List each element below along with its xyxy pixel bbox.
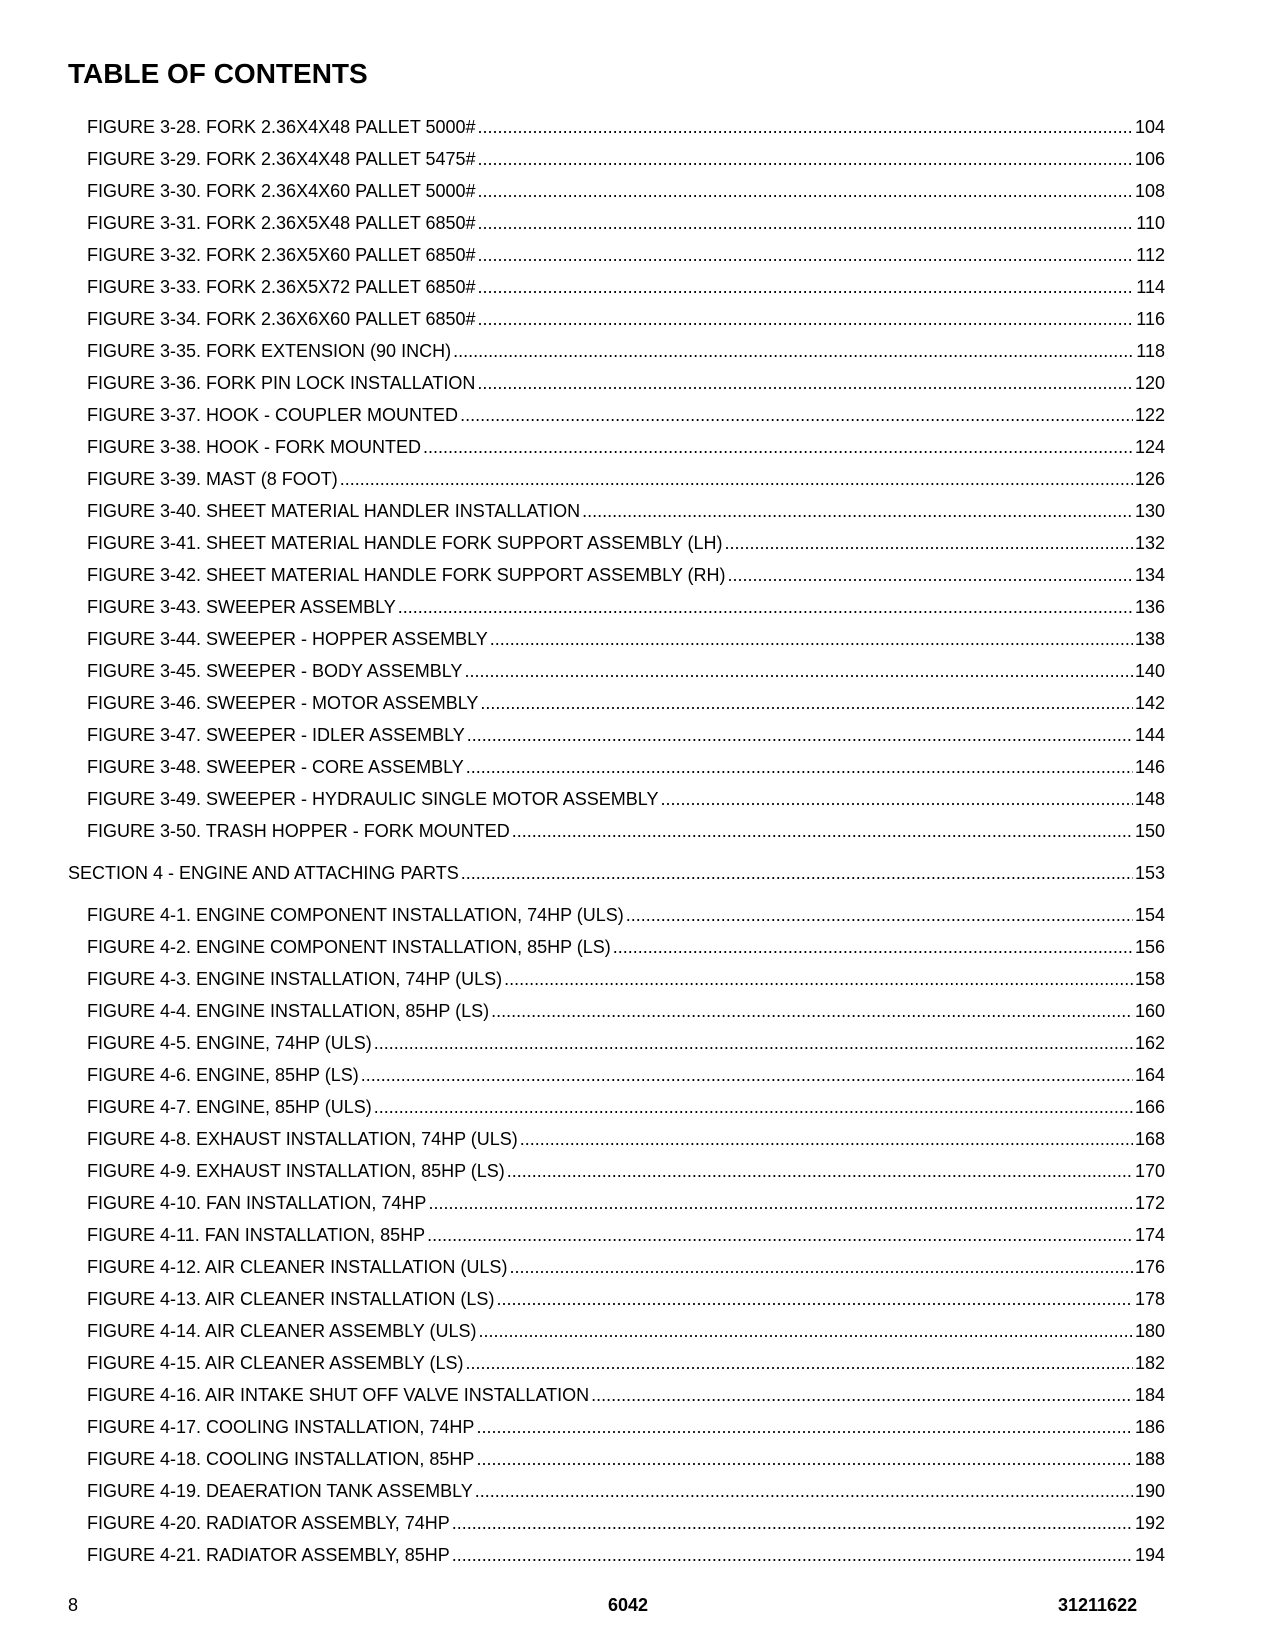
toc-entry-page-number: 104	[1134, 117, 1165, 137]
dot-leader	[496, 1283, 1133, 1315]
dot-leader	[423, 431, 1133, 463]
toc-entry-page-number: 124	[1134, 437, 1165, 457]
toc-figure-entry[interactable]	[0, 1251, 1165, 1283]
dot-leader	[660, 783, 1132, 815]
toc-entry-label: FIGURE 4-14. AIR CLEANER ASSEMBLY (ULS)	[87, 1321, 477, 1341]
dot-leader	[461, 857, 1133, 889]
dot-leader	[452, 1539, 1133, 1571]
dot-leader	[582, 495, 1133, 527]
toc-entry-page-number: 148	[1134, 789, 1165, 809]
toc-entry-page-number: 112	[1136, 245, 1165, 265]
toc-figure-entry[interactable]	[0, 1059, 1165, 1091]
toc-figure-entry[interactable]	[0, 719, 1165, 751]
toc-entry-label: FIGURE 3-43. SWEEPER ASSEMBLY	[87, 597, 396, 617]
toc-figure-entry[interactable]	[0, 687, 1165, 719]
toc-figure-entry[interactable]	[0, 623, 1165, 655]
dot-leader	[476, 1443, 1133, 1475]
toc-figure-entry[interactable]	[0, 1315, 1165, 1347]
table-of-contents	[0, 111, 1275, 1571]
toc-figure-entry[interactable]	[0, 111, 1165, 143]
toc-entry-label: FIGURE 3-41. SHEET MATERIAL HANDLE FORK SUPPORT ASSEMBLY (LH)	[87, 533, 723, 553]
toc-entry-page-number: 178	[1134, 1289, 1165, 1309]
toc-figure-entry[interactable]	[0, 1475, 1165, 1507]
dot-leader	[476, 1411, 1133, 1443]
dot-leader	[520, 1123, 1133, 1155]
toc-entry-label: FIGURE 4-4. ENGINE INSTALLATION, 85HP (LS)	[87, 1001, 490, 1021]
dot-leader	[478, 175, 1133, 207]
toc-entry-page-number: 184	[1134, 1385, 1165, 1405]
toc-figure-entry[interactable]	[0, 655, 1165, 687]
toc-figure-entry[interactable]	[0, 1539, 1165, 1571]
toc-entry-label: FIGURE 4-11. FAN INSTALLATION, 85HP	[87, 1225, 426, 1245]
toc-figure-entry[interactable]	[0, 143, 1165, 175]
toc-entry-page-number: 118	[1136, 341, 1165, 361]
toc-entry-label: SECTION 4 - ENGINE AND ATTACHING PARTS	[68, 863, 459, 883]
dot-leader	[478, 303, 1135, 335]
dot-leader	[512, 815, 1133, 847]
toc-entry-page-number: 146	[1134, 757, 1165, 777]
footer-document-number: 31211622	[1058, 1595, 1138, 1615]
toc-entry-label: FIGURE 3-38. HOOK - FORK MOUNTED	[87, 437, 422, 457]
dot-leader	[460, 399, 1133, 431]
toc-entry-page-number: 116	[1136, 309, 1165, 329]
dot-leader	[465, 1347, 1132, 1379]
toc-entry-page-number: 110	[1136, 213, 1165, 233]
toc-figure-entry[interactable]	[0, 271, 1165, 303]
toc-entry-label: FIGURE 3-49. SWEEPER - HYDRAULIC SINGLE MOTOR ASSEMBLY	[87, 789, 659, 809]
dot-leader	[507, 1155, 1133, 1187]
toc-entry-page-number: 108	[1134, 181, 1165, 201]
toc-entry-label: FIGURE 3-40. SHEET MATERIAL HANDLER INSTALLATION	[87, 501, 581, 521]
dot-leader	[452, 1507, 1133, 1539]
toc-entry-label: FIGURE 4-10. FAN INSTALLATION, 74HP	[87, 1193, 427, 1213]
toc-entry-label: FIGURE 3-37. HOOK - COUPLER MOUNTED	[87, 405, 459, 425]
toc-entry-label: FIGURE 4-12. AIR CLEANER INSTALLATION (ULS)	[87, 1257, 508, 1277]
toc-figure-entry[interactable]	[0, 431, 1165, 463]
toc-figure-entry[interactable]	[0, 931, 1165, 963]
dot-leader	[478, 111, 1133, 143]
dot-leader	[613, 931, 1133, 963]
toc-entry-page-number: 130	[1134, 501, 1165, 521]
toc-entry-label: FIGURE 3-46. SWEEPER - MOTOR ASSEMBLY	[87, 693, 479, 713]
toc-entry-page-number: 172	[1134, 1193, 1165, 1213]
dot-leader	[478, 1315, 1132, 1347]
toc-entry-label: FIGURE 3-30. FORK 2.36X4X60 PALLET 5000#	[87, 181, 476, 201]
toc-entry-label: FIGURE 4-6. ENGINE, 85HP (LS)	[87, 1065, 359, 1085]
toc-entry-label: FIGURE 3-32. FORK 2.36X5X60 PALLET 6850#	[87, 245, 476, 265]
toc-entry-label: FIGURE 4-2. ENGINE COMPONENT INSTALLATION, 85HP (LS)	[87, 937, 611, 957]
toc-entry-label: FIGURE 3-42. SHEET MATERIAL HANDLE FORK SUPPORT ASSEMBLY (RH)	[87, 565, 726, 585]
toc-entry-page-number: 136	[1134, 597, 1165, 617]
toc-entry-label: FIGURE 3-31. FORK 2.36X5X48 PALLET 6850#	[87, 213, 476, 233]
toc-entry-label: FIGURE 4-16. AIR INTAKE SHUT OFF VALVE INSTALLATION	[87, 1385, 590, 1405]
toc-figure-entry[interactable]	[0, 995, 1165, 1027]
toc-figure-entry[interactable]	[0, 1411, 1165, 1443]
dot-leader	[509, 1251, 1133, 1283]
toc-figure-entry[interactable]	[0, 815, 1165, 847]
toc-figure-entry[interactable]	[0, 1123, 1165, 1155]
toc-entry-page-number: 140	[1134, 661, 1165, 681]
toc-figure-entry[interactable]	[0, 591, 1165, 623]
toc-figure-entry[interactable]	[0, 1155, 1165, 1187]
dot-leader	[340, 463, 1133, 495]
toc-figure-entry[interactable]	[0, 1219, 1165, 1251]
toc-entry-page-number: 144	[1134, 725, 1165, 745]
toc-entry-page-number: 134	[1134, 565, 1165, 585]
page-footer	[0, 1593, 1275, 1617]
dot-leader	[490, 623, 1133, 655]
toc-entry-page-number: 180	[1134, 1321, 1165, 1341]
toc-entry-label: FIGURE 3-35. FORK EXTENSION (90 INCH)	[87, 341, 452, 361]
dot-leader	[428, 1187, 1133, 1219]
dot-leader	[427, 1219, 1133, 1251]
toc-entry-label: FIGURE 4-9. EXHAUST INSTALLATION, 85HP (LS)	[87, 1161, 505, 1181]
toc-entry-page-number: 162	[1134, 1033, 1165, 1053]
toc-entry-label: FIGURE 3-44. SWEEPER - HOPPER ASSEMBLY	[87, 629, 488, 649]
toc-entry-page-number: 166	[1134, 1097, 1165, 1117]
toc-entry-label: FIGURE 4-13. AIR CLEANER INSTALLATION (LS)	[87, 1289, 495, 1309]
toc-entry-page-number: 182	[1134, 1353, 1165, 1373]
toc-entry-label: FIGURE 3-36. FORK PIN LOCK INSTALLATION	[87, 373, 476, 393]
toc-entry-page-number: 188	[1134, 1449, 1165, 1469]
toc-entry-label: FIGURE 4-19. DEAERATION TANK ASSEMBLY	[87, 1481, 473, 1501]
toc-figure-entry[interactable]	[0, 367, 1165, 399]
toc-entry-page-number: 160	[1134, 1001, 1165, 1021]
toc-entry-page-number: 192	[1134, 1513, 1165, 1533]
toc-entry-page-number: 106	[1134, 149, 1165, 169]
toc-entry-label: FIGURE 4-21. RADIATOR ASSEMBLY, 85HP	[87, 1545, 450, 1565]
dot-leader	[478, 207, 1135, 239]
toc-entry-page-number: 138	[1134, 629, 1165, 649]
toc-entry-label: FIGURE 3-47. SWEEPER - IDLER ASSEMBLY	[87, 725, 465, 745]
toc-figure-entry[interactable]	[0, 899, 1165, 931]
toc-figure-entry[interactable]	[0, 207, 1165, 239]
toc-entry-page-number: 194	[1134, 1545, 1165, 1565]
dot-leader	[591, 1379, 1133, 1411]
toc-section-entry[interactable]	[0, 857, 1165, 889]
toc-figure-entry[interactable]	[0, 175, 1165, 207]
toc-figure-entry[interactable]	[0, 963, 1165, 995]
toc-figure-entry[interactable]	[0, 1443, 1165, 1475]
toc-figure-entry[interactable]	[0, 239, 1165, 271]
toc-entry-label: FIGURE 4-1. ENGINE COMPONENT INSTALLATION, 74HP (ULS)	[87, 905, 624, 925]
toc-figure-entry[interactable]	[0, 527, 1165, 559]
toc-figure-entry[interactable]	[0, 495, 1165, 527]
toc-figure-entry[interactable]	[0, 399, 1165, 431]
dot-leader	[478, 271, 1135, 303]
toc-entry-page-number: 186	[1134, 1417, 1165, 1437]
toc-figure-entry[interactable]	[0, 1283, 1165, 1315]
toc-entry-page-number: 120	[1134, 373, 1165, 393]
dot-leader	[478, 239, 1135, 271]
page-title: TABLE OF CONTENTS	[68, 58, 368, 89]
dot-leader	[464, 655, 1133, 687]
dot-leader	[466, 751, 1133, 783]
dot-leader	[453, 335, 1134, 367]
toc-entry-page-number: 132	[1134, 533, 1165, 553]
toc-figure-entry[interactable]	[0, 1091, 1165, 1123]
toc-entry-label: FIGURE 4-5. ENGINE, 74HP (ULS)	[87, 1033, 372, 1053]
toc-entry-label: FIGURE 4-7. ENGINE, 85HP (ULS)	[87, 1097, 372, 1117]
toc-figure-entry[interactable]	[0, 303, 1165, 335]
toc-entry-page-number: 122	[1134, 405, 1165, 425]
toc-entry-page-number: 153	[1134, 863, 1165, 883]
toc-entry-page-number: 170	[1134, 1161, 1165, 1181]
toc-figure-entry[interactable]	[0, 1347, 1165, 1379]
toc-figure-entry[interactable]	[0, 783, 1165, 815]
toc-entry-page-number: 176	[1134, 1257, 1165, 1277]
footer-model-number: 6042	[608, 1595, 649, 1615]
dot-leader	[374, 1091, 1133, 1123]
dot-leader	[374, 1027, 1133, 1059]
toc-figure-entry[interactable]	[0, 559, 1165, 591]
toc-figure-entry[interactable]	[0, 1379, 1165, 1411]
toc-entry-page-number: 156	[1134, 937, 1165, 957]
dot-leader	[467, 719, 1133, 751]
dot-leader	[491, 995, 1133, 1027]
dot-leader	[477, 367, 1133, 399]
toc-entry-page-number: 126	[1134, 469, 1165, 489]
dot-leader	[504, 963, 1133, 995]
dot-leader	[361, 1059, 1133, 1091]
toc-entry-page-number: 114	[1136, 277, 1165, 297]
toc-figure-entry[interactable]	[0, 1187, 1165, 1219]
toc-figure-entry[interactable]	[0, 463, 1165, 495]
toc-entry-page-number: 150	[1134, 821, 1165, 841]
toc-entry-label: FIGURE 3-45. SWEEPER - BODY ASSEMBLY	[87, 661, 463, 681]
toc-entry-label: FIGURE 3-34. FORK 2.36X6X60 PALLET 6850#	[87, 309, 476, 329]
toc-entry-label: FIGURE 4-20. RADIATOR ASSEMBLY, 74HP	[87, 1513, 450, 1533]
toc-entry-label: FIGURE 3-39. MAST (8 FOOT)	[87, 469, 338, 489]
dot-leader	[480, 687, 1133, 719]
toc-entry-page-number: 190	[1134, 1481, 1165, 1501]
toc-figure-entry[interactable]	[0, 335, 1165, 367]
toc-entry-page-number: 168	[1134, 1129, 1165, 1149]
toc-entry-page-number: 158	[1134, 969, 1165, 989]
toc-entry-page-number: 174	[1134, 1225, 1165, 1245]
dot-leader	[626, 899, 1133, 931]
toc-entry-label: FIGURE 4-17. COOLING INSTALLATION, 74HP	[87, 1417, 475, 1437]
toc-entry-page-number: 164	[1134, 1065, 1165, 1085]
toc-entry-label: FIGURE 3-50. TRASH HOPPER - FORK MOUNTED	[87, 821, 510, 841]
toc-entry-page-number: 142	[1134, 693, 1165, 713]
toc-entry-label: FIGURE 3-28. FORK 2.36X4X48 PALLET 5000#	[87, 117, 476, 137]
footer-page-number: 8	[68, 1595, 79, 1615]
dot-leader	[475, 1475, 1133, 1507]
toc-figure-entry[interactable]	[0, 1027, 1165, 1059]
dot-leader	[398, 591, 1133, 623]
toc-entry-label: FIGURE 3-29. FORK 2.36X4X48 PALLET 5475#	[87, 149, 476, 169]
toc-entry-page-number: 154	[1134, 905, 1165, 925]
toc-entry-label: FIGURE 4-3. ENGINE INSTALLATION, 74HP (ULS)	[87, 969, 503, 989]
dot-leader	[725, 527, 1133, 559]
toc-entry-label: FIGURE 4-15. AIR CLEANER ASSEMBLY (LS)	[87, 1353, 464, 1373]
toc-figure-entry[interactable]	[0, 1507, 1165, 1539]
toc-entry-label: FIGURE 3-33. FORK 2.36X5X72 PALLET 6850#	[87, 277, 476, 297]
dot-leader	[728, 559, 1133, 591]
toc-entry-label: FIGURE 4-18. COOLING INSTALLATION, 85HP	[87, 1449, 475, 1469]
toc-figure-entry[interactable]	[0, 751, 1165, 783]
toc-entry-label: FIGURE 4-8. EXHAUST INSTALLATION, 74HP (ULS)	[87, 1129, 518, 1149]
dot-leader	[478, 143, 1133, 175]
toc-entry-label: FIGURE 3-48. SWEEPER - CORE ASSEMBLY	[87, 757, 464, 777]
